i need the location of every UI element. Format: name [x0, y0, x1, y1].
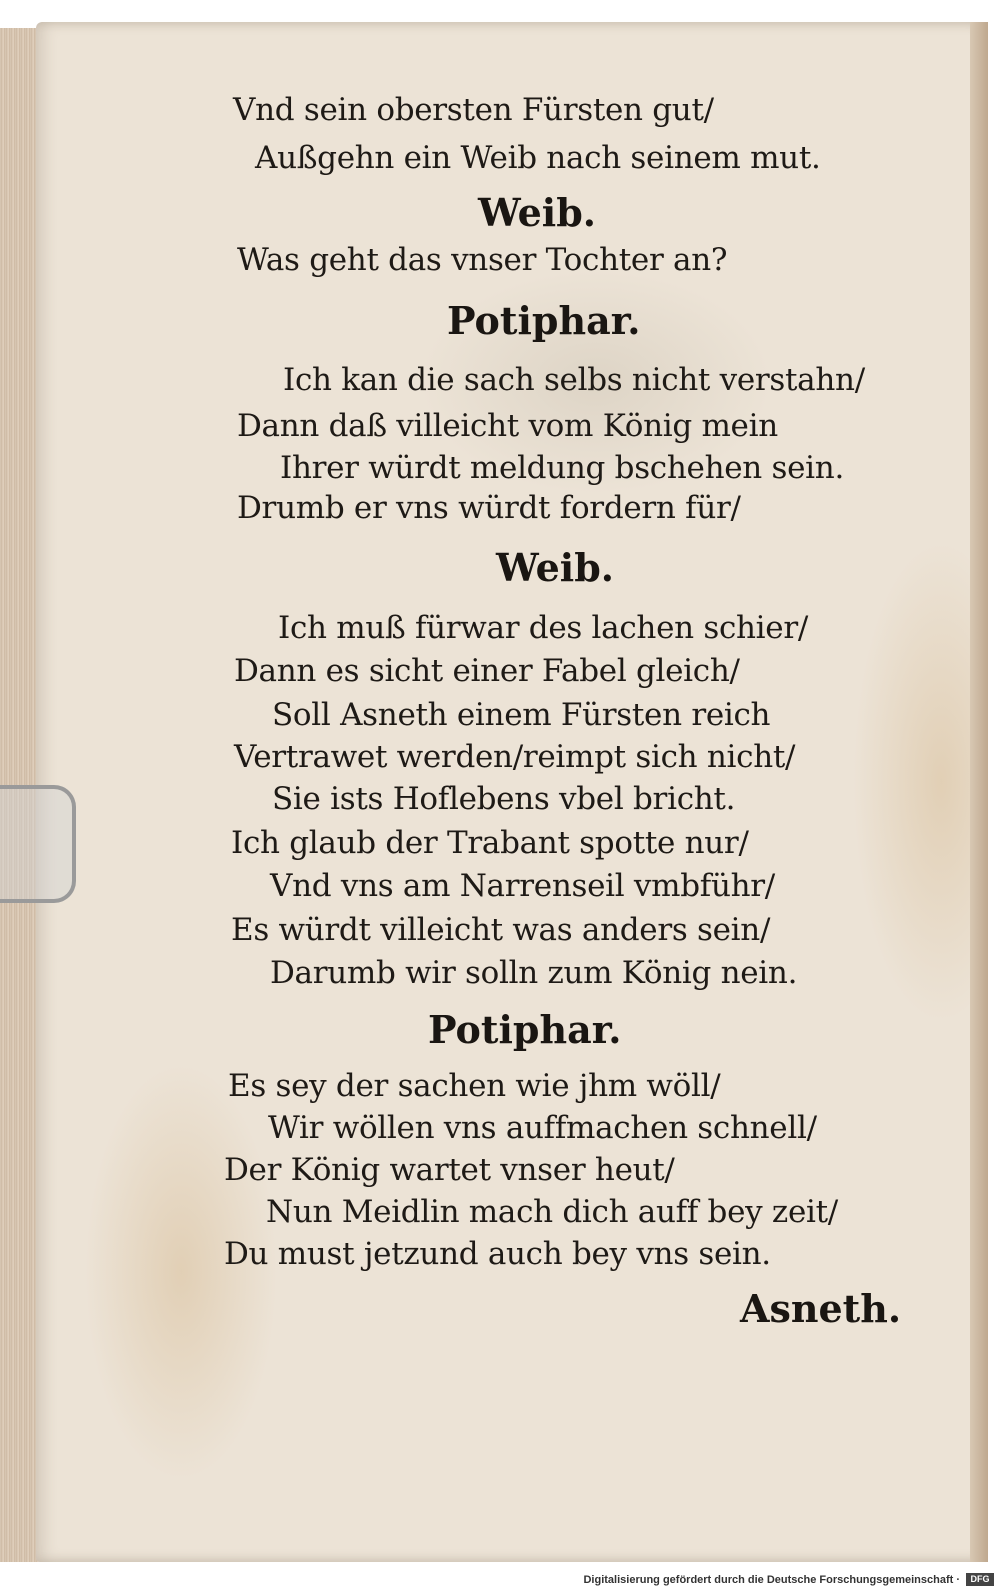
speaker-heading: Weib. — [496, 545, 614, 590]
verse-line: Außgehn ein Weib nach seinem mut. — [255, 140, 821, 176]
verse-line: Darumb wir solln zum König nein. — [270, 955, 798, 991]
speaker-heading: Potiphar. — [428, 1007, 622, 1052]
verse-line: Dann daß villeicht vom König mein — [237, 408, 778, 444]
verse-line: Es sey der sachen wie jhm wöll/ — [228, 1068, 721, 1104]
speaker-heading: Potiphar. — [447, 298, 641, 343]
catchword: Asneth. — [740, 1286, 902, 1331]
verse-line: Ich kan die sach selbs nicht verstahn/ — [283, 362, 865, 398]
verse-line: Es würdt villeicht was anders sein/ — [231, 912, 771, 948]
verse-line: Wir wöllen vns auffmachen schnell/ — [268, 1110, 817, 1146]
verse-line: Vnd vns am Narrenseil vmbführ/ — [270, 868, 775, 904]
verse-line: Du must jetzund auch bey vns sein. — [224, 1236, 771, 1272]
book-right-edge — [970, 22, 988, 1562]
verse-line: Vertrawet werden/reimpt sich nicht/ — [234, 739, 796, 775]
verse-line: Der König wartet vnser heut/ — [224, 1152, 675, 1188]
speaker-heading: Weib. — [478, 190, 596, 235]
verse-line: Dann es sicht einer Fabel gleich/ — [234, 653, 740, 689]
verse-line: Ich glaub der Trabant spotte nur/ — [231, 825, 749, 861]
verse-line: Was geht das vnser Tochter an? — [237, 242, 728, 278]
verse-line: Nun Meidlin mach dich auff bey zeit/ — [266, 1194, 838, 1230]
verse-line: Vnd sein obersten Fürsten gut/ — [233, 92, 714, 128]
verse-line: Soll Asneth einem Fürsten reich — [272, 697, 771, 733]
verse-line: Ihrer würdt meldung bschehen sein. — [280, 450, 844, 486]
verse-line: Ich muß fürwar des lachen schier/ — [278, 610, 808, 646]
verse-line: Drumb er vns würdt fordern für/ — [237, 490, 741, 526]
verse-line: Sie ists Hoflebens vbel bricht. — [272, 781, 736, 817]
page-clip — [0, 785, 76, 903]
footer-credit: Digitalisierung gefördert durch die Deutsche Forschungsgemeinschaft · — [583, 1574, 960, 1586]
dfg-logo: DFG — [966, 1573, 994, 1586]
